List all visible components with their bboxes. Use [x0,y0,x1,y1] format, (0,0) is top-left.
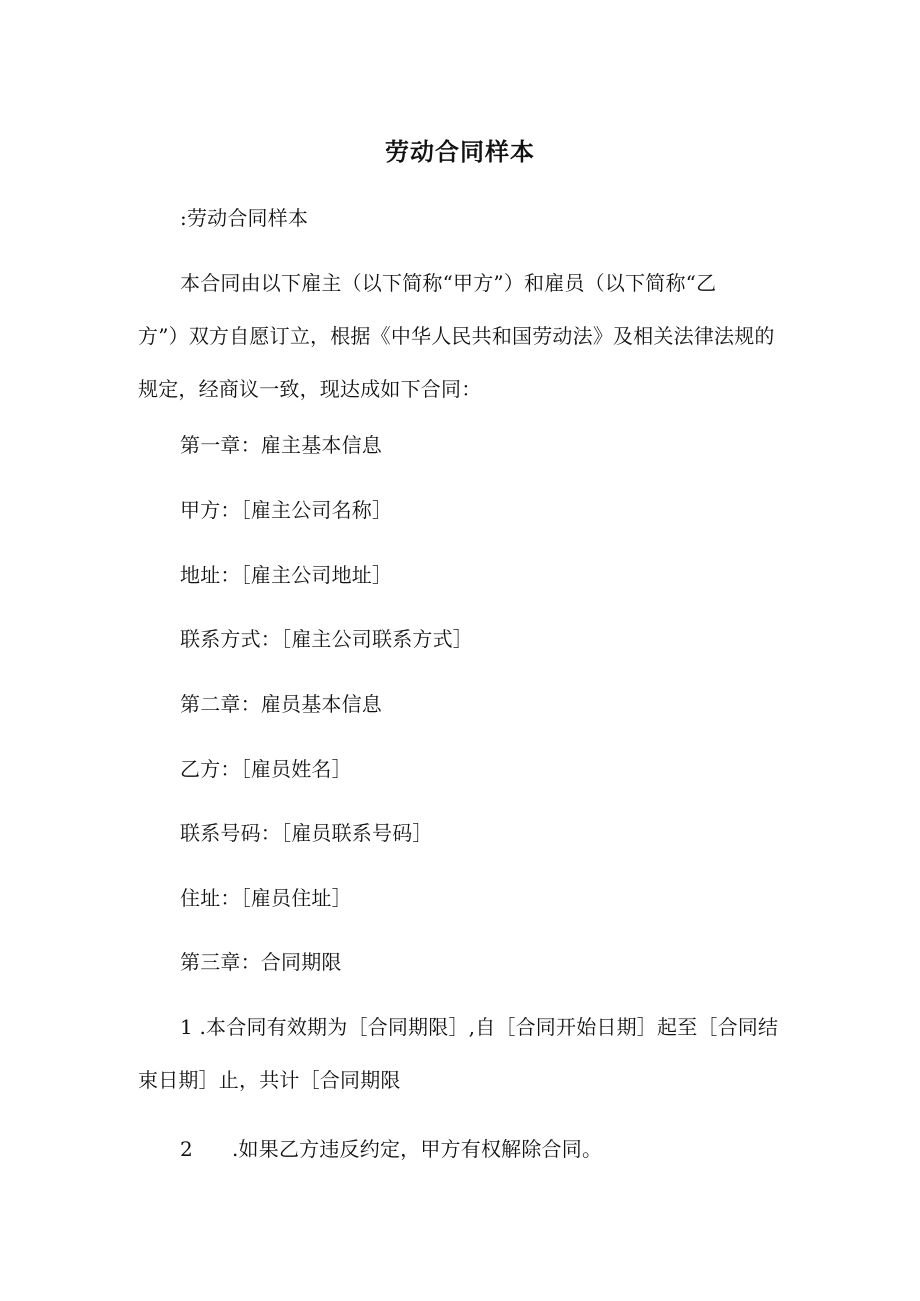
contract-term-item-2 [180,1134,825,1164]
document-title: 劳动合同样本 [385,138,535,166]
contract-term-item-1-line-1: 1 .本合同有效期为［合同期限］,自［合同开始日期］起至［合同结 [180,1015,779,1039]
employer-address-field: 地址：［雇主公司地址］ [180,563,393,587]
chapter-three-heading: 第三章：合同期限 [180,950,342,974]
chapter-one-heading: 第一章：雇主基本信息 [180,433,382,457]
contract-term-item-1-line-2: 束日期］止，共计［合同期限 [138,1068,401,1092]
intro-paragraph [138,268,783,404]
item-2-number: 2 [180,1137,193,1161]
employee-phone-field: 联系号码：［雇员联系号码］ [180,821,433,845]
document-subtitle: :劳动合同样本 [180,206,309,230]
party-b-field: 乙方：［雇员姓名］ [180,757,352,781]
employer-contact-field: 联系方式：［雇主公司联系方式］ [180,627,473,651]
intro-line-3: 规定，经商议一致，现达成如下合同： [138,377,482,401]
item-2-text: .如果乙方违反约定，甲方有权解除合同。 [232,1137,603,1161]
party-a-field: 甲方：［雇主公司名称］ [180,498,393,522]
intro-line-1: 本合同由以下雇主（以下简称“甲方”）和雇员（以下简称“乙 [180,271,717,295]
chapter-two-heading: 第二章：雇员基本信息 [180,692,382,716]
contract-term-item-1 [138,1012,783,1095]
employee-residence-field: 住址：［雇员住址］ [180,886,352,910]
intro-line-2: 方”）双方自愿订立，根据《中华人民共和国劳动法》及相关法律法规的 [138,324,775,348]
